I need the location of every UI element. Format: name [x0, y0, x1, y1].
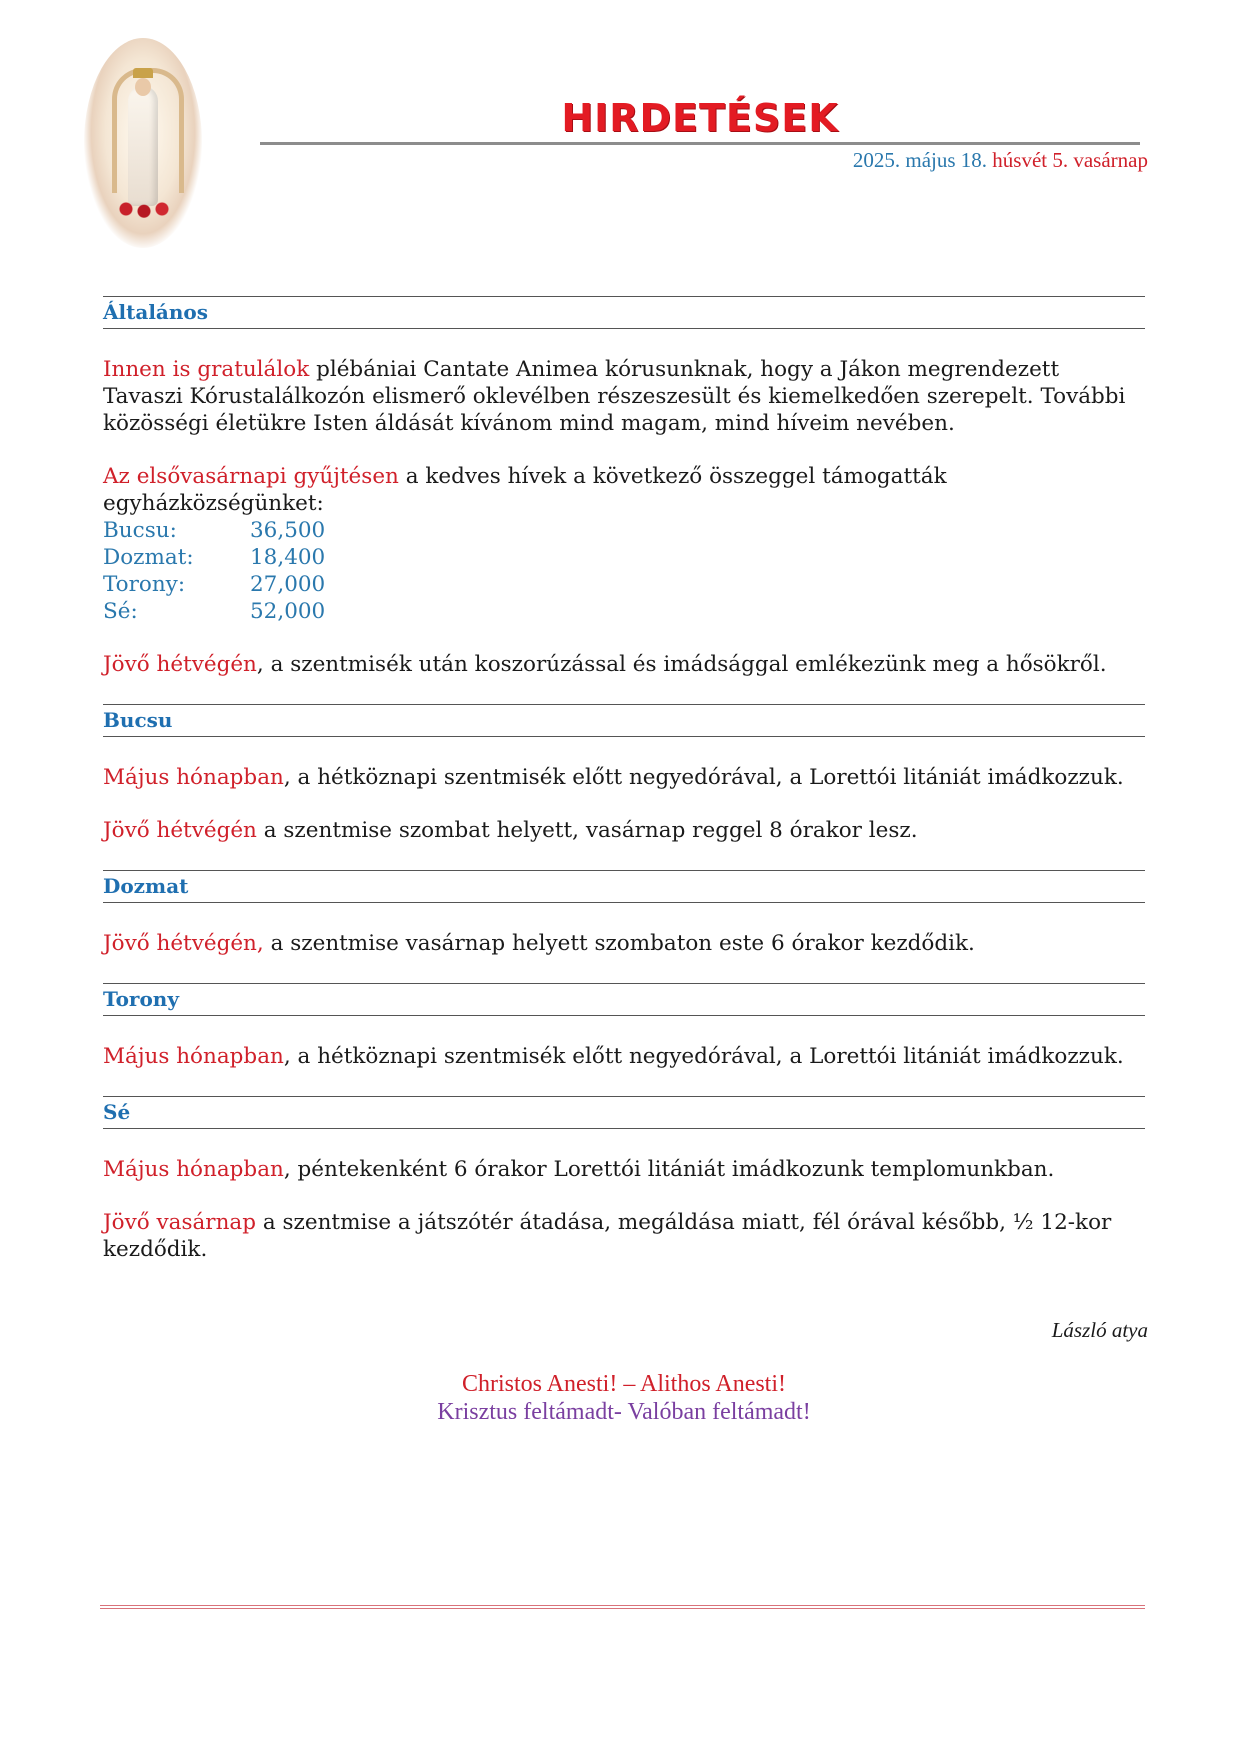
easter-greeting — [103, 1370, 1145, 1426]
signature: László atya — [1051, 1318, 1148, 1342]
lead-text: Jövő vasárnap — [103, 1210, 257, 1235]
page-title: HIRDETÉSEK — [561, 96, 839, 140]
amount-value: 52,000 — [250, 599, 326, 624]
body-text: a szentmise a játszótér átadása, megáldása miatt, fél órával később, ½ 12-kor kezdődik. — [103, 1210, 1112, 1262]
date-line — [853, 148, 1148, 173]
madonna-statue-icon — [84, 38, 202, 248]
amount-label: Dozmat: — [103, 545, 194, 570]
paragraph-collection — [103, 463, 1145, 517]
greeting-line-1: Christos Anesti! – Alithos Anesti! — [461, 1371, 787, 1397]
section-heading-altalanos: Általános — [103, 296, 1145, 329]
amount-label: Bucsu: — [103, 518, 177, 543]
section-heading-dozmat: Dozmat — [103, 870, 1145, 903]
amount-label: Torony: — [103, 572, 186, 597]
amount-row — [103, 598, 1145, 625]
amount-value: 36,500 — [250, 518, 326, 543]
paragraph-se-may — [103, 1156, 1145, 1183]
section-heading-se: Sé — [103, 1096, 1145, 1129]
occasion-text: húsvét 5. vasárnap — [992, 148, 1148, 172]
amount-label: Sé: — [103, 599, 138, 624]
body-text: a szentmise vasárnap helyett szombaton este 6 órakor kezdődik. — [263, 931, 975, 956]
date-text: 2025. május 18. — [852, 148, 988, 172]
roses-decoration — [114, 198, 174, 220]
amount-row — [103, 517, 1145, 544]
paragraph-bucsu-may — [103, 764, 1145, 791]
amount-value: 27,000 — [250, 572, 326, 597]
paragraph-heroes — [103, 651, 1145, 678]
greeting-line-2: Krisztus feltámadt- Valóban feltámadt! — [437, 1399, 811, 1425]
lead-text: Május hónapban — [103, 1044, 284, 1069]
section-heading-bucsu: Bucsu — [103, 704, 1145, 737]
footer-divider — [100, 1605, 1145, 1609]
amount-row — [103, 544, 1145, 571]
paragraph-torony-may — [103, 1043, 1145, 1070]
body-text: a szentmise szombat helyett, vasárnap reggel 8 órakor lesz. — [256, 818, 918, 843]
lead-text: Jövő hétvégén, — [103, 931, 264, 956]
crown-shape — [133, 68, 153, 78]
lead-text: Jövő hétvégén — [103, 818, 257, 843]
body-text: plébániai Cantate Animea kórusunknak, hogy a Jákon megrendezett Tavaszi Kórustalálkozón elismerő oklevélben részeszesült és kiemelkedően szerepelt. További közösségi életükre Isten áldását kívánom mind magam, mind híveim nevében. — [103, 357, 1126, 436]
collection-amounts — [103, 517, 1145, 625]
paragraph-bucsu-weekend — [103, 817, 1145, 844]
lead-text: Jövő hétvégén — [103, 652, 257, 677]
body-text: , a szentmisék után koszorúzással és imádsággal emlékezünk meg a hősökről. — [256, 652, 1107, 677]
title-divider — [260, 142, 1140, 145]
statue-figure — [128, 86, 158, 206]
body-text: a kedves hívek a következő összeggel támogatták egyházközségünket: — [103, 464, 947, 516]
announcements-body — [103, 296, 1145, 1263]
body-text: , a hétköznapi szentmisék előtt negyedórával, a Lorettói litániát imádkozzuk. — [283, 765, 1124, 790]
lead-text: Május hónapban — [103, 1157, 284, 1182]
body-text: , a hétköznapi szentmisék előtt negyedórával, a Lorettói litániát imádkozzuk. — [283, 1044, 1124, 1069]
paragraph-dozmat-weekend — [103, 930, 1145, 957]
lead-text: Az elsővasárnapi gyűjtésen — [103, 464, 399, 489]
paragraph-gratulation — [103, 356, 1145, 437]
lead-text: Május hónapban — [103, 765, 284, 790]
amount-value: 18,400 — [250, 545, 326, 570]
body-text: , péntekenként 6 órakor Lorettói litániát imádkozunk templomunkban. — [283, 1157, 1055, 1182]
section-heading-torony: Torony — [103, 983, 1145, 1016]
amount-row — [103, 571, 1145, 598]
lead-text: Innen is gratulálok — [103, 357, 310, 382]
paragraph-se-sunday — [103, 1209, 1145, 1263]
statue-head — [135, 78, 151, 96]
